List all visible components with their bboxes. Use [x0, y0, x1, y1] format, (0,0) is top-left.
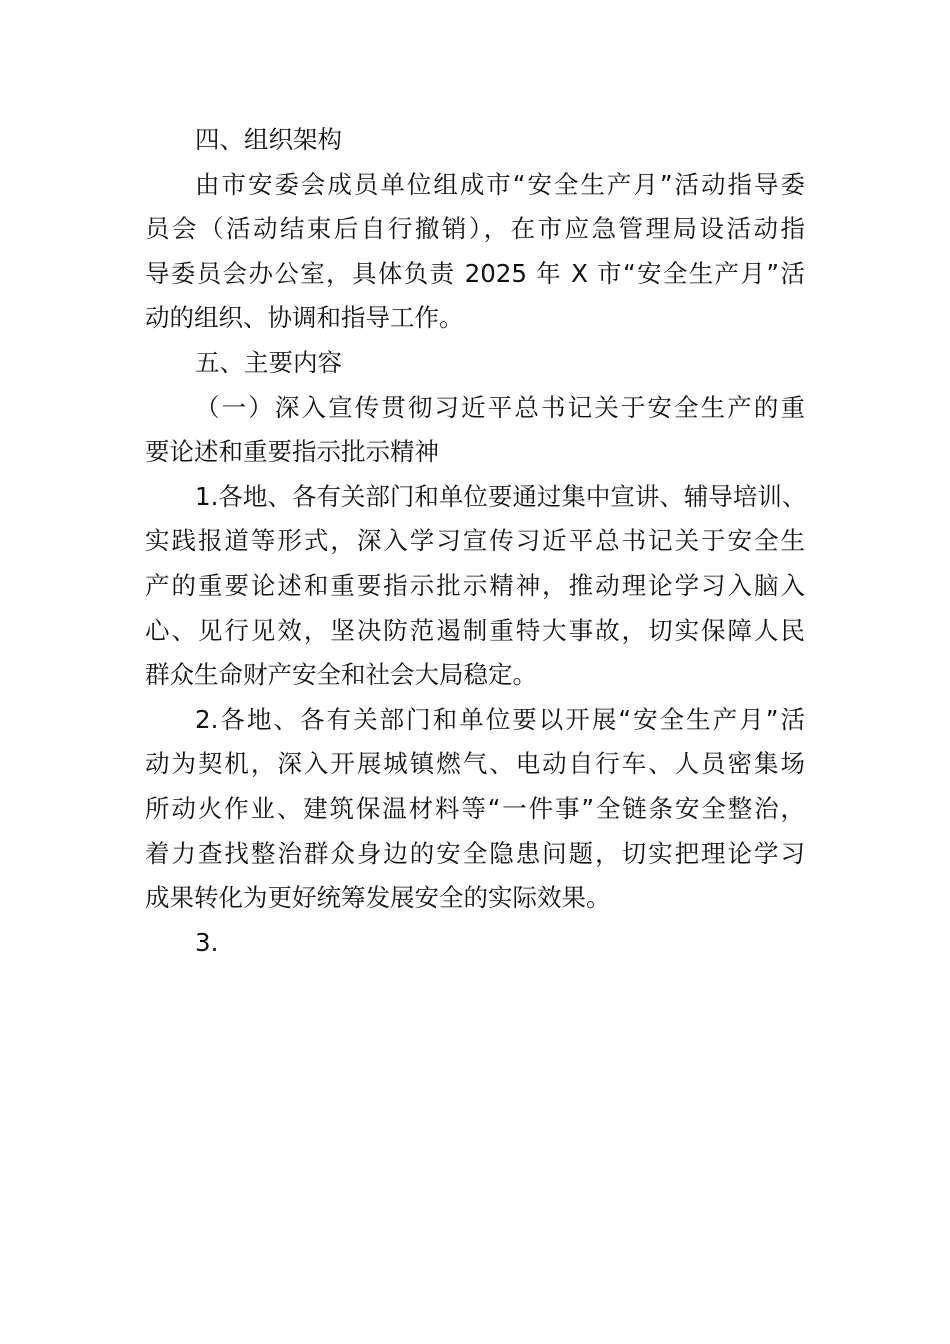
text-line: 动为契机，深入开展城镇燃气、电动自行车、人员密集场 [145, 749, 805, 779]
text-line: 五、主要内容 [195, 347, 342, 377]
text-line: 导委员会办公室，具体负责 2025 年 X 市“安全生产月”活 [145, 258, 805, 288]
text-line: 所动火作业、建筑保温材料等“一件事”全链条安全整治， [145, 793, 805, 823]
text-line: 要论述和重要指示批示精神 [145, 437, 439, 467]
text-line: 心、见行见效，坚决防范遏制重特大事故，切实保障人民 [145, 615, 805, 645]
text-line: 实践报道等形式，深入学习宣传习近平总书记关于安全生 [145, 526, 805, 556]
text-line: （一）深入宣传贯彻习近平总书记关于安全生产的重 [195, 392, 805, 422]
text-line: 1.各地、各有关部门和单位要通过集中宣讲、辅导培训、 [195, 481, 807, 511]
heading [145, 118, 805, 163]
text-line: 成果转化为更好统筹发展安全的实际效果。 [145, 883, 611, 913]
subheading [145, 386, 805, 475]
paragraph [145, 475, 805, 698]
text-line: 着力查找整治群众身边的安全隐患问题，切实把理论学习 [145, 838, 805, 868]
text-line: 3. [195, 927, 219, 957]
text-line: 2.各地、各有关部门和单位要以开展“安全生产月”活 [195, 704, 805, 734]
text-line: 产的重要论述和重要指示批示精神，推动理论学习入脑入 [145, 570, 805, 600]
document-body [145, 118, 805, 965]
text-line: 群众生命财产安全和社会大局稳定。 [145, 660, 537, 690]
text-line: 员会（活动结束后自行撤销），在市应急管理局设活动指 [145, 214, 805, 244]
paragraph [145, 921, 805, 966]
heading [145, 341, 805, 386]
text-line: 动的组织、协调和指导工作。 [145, 303, 464, 333]
text-line: 四、组织架构 [195, 125, 342, 154]
text-line: 由市安委会成员单位组成市“安全生产月”活动指导委 [195, 169, 805, 199]
paragraph [145, 163, 805, 341]
paragraph [145, 698, 805, 921]
